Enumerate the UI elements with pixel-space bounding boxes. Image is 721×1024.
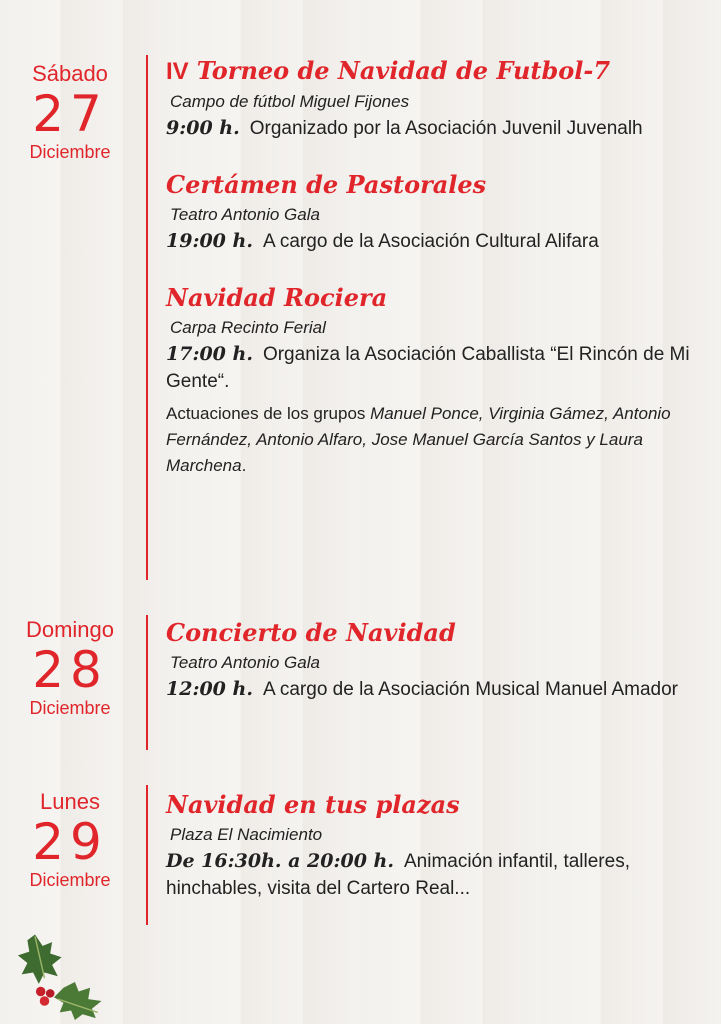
month: Diciembre [29, 142, 111, 162]
day-label-27 [0, 62, 140, 162]
event-venue: Campo de fútbol Miguel Fijones [170, 92, 410, 111]
divider-line [146, 55, 148, 580]
event-time: 12:00 h. [166, 678, 253, 700]
event-title: Navidad en tus plazas [166, 790, 460, 819]
month: Diciembre [29, 870, 111, 890]
divider-line [146, 785, 148, 925]
event-performers: Actuaciones de los grupos Manuel Ponce, Virginia Gámez, Antonio Fernández, Antonio Alfaro, Jose Manuel García Santos y Laura Marchena. [166, 404, 671, 475]
event-desc: De 16:30h. a 20:00 h. Animación infantil, talleres, hinchables, visita del Cartero Real... [166, 850, 630, 899]
holly-icon [16, 925, 111, 1020]
weekday: Sábado [32, 61, 108, 86]
event-title: Concierto de Navidad [166, 618, 456, 647]
event-desc: 12:00 h. A cargo de la Asociación Musical Manuel Amador [166, 678, 679, 700]
event-concierto [166, 618, 696, 703]
event-certamen [166, 170, 696, 255]
event-time: 9:00 h. [166, 117, 240, 139]
day-label-29 [0, 790, 140, 890]
event-venue: Teatro Antonio Gala [170, 653, 320, 672]
event-title: IV Torneo de Navidad de Futbol-7 [166, 56, 611, 85]
events-day-28 [166, 618, 696, 731]
event-venue: Teatro Antonio Gala [170, 205, 320, 224]
day-number: 29 [32, 813, 108, 871]
event-desc: 17:00 h. Organiza la Asociación Caballista “El Rincón de Mi Gente“. [166, 343, 690, 392]
day-number: 28 [32, 641, 108, 699]
event-desc: 19:00 h. A cargo de la Asociación Cultural Alifara [166, 230, 599, 252]
weekday: Lunes [40, 789, 100, 814]
divider-line [146, 615, 148, 750]
event-title: Navidad Rociera [166, 283, 388, 312]
day-number: 27 [32, 85, 108, 143]
day-label-28 [0, 618, 140, 718]
event-time: 17:00 h. [166, 343, 253, 365]
events-day-27 [166, 56, 696, 507]
event-venue: Carpa Recinto Ferial [170, 318, 326, 337]
event-time: 19:00 h. [166, 230, 253, 252]
events-day-29 [166, 790, 696, 930]
weekday: Domingo [25, 617, 115, 642]
event-desc: 9:00 h. Organizado por la Asociación Juvenil Juvenalh [166, 117, 643, 139]
event-rociera [166, 283, 696, 479]
event-venue: Plaza El Nacimiento [170, 825, 323, 844]
month: Diciembre [29, 698, 111, 718]
event-torneo [166, 56, 696, 142]
event-time: De 16:30h. a 20:00 h. [166, 850, 394, 872]
event-plazas [166, 790, 696, 902]
event-title: Certámen de Pastorales [166, 170, 487, 199]
